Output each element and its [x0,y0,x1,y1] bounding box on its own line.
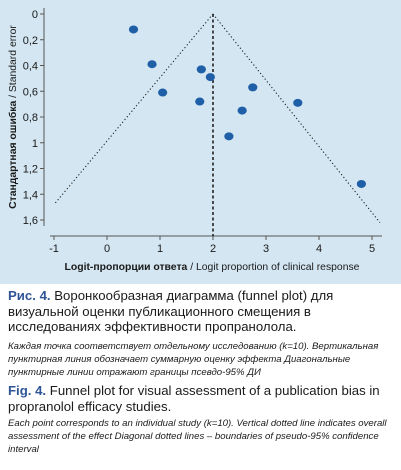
study-point [293,99,302,107]
y-tick-label: 0,2 [22,34,38,47]
study-point [206,73,215,81]
x-axis-label: Logit-пропорции ответа / Logit proportion of clinical response [64,262,360,273]
caption-ru-label: Рис. 4. [8,288,51,303]
x-tick-label: 1 [156,243,164,255]
caption-en-title-text: Funnel plot for visual assessment of a publication bias in propranolol efficacy studies. [8,383,380,414]
funnel-right-boundary [213,14,380,223]
funnel-left-boundary [54,14,213,205]
caption-block [0,284,401,470]
study-point [238,107,247,115]
y-tick-label: 1 [31,137,38,150]
x-tick-label: -1 [49,243,59,255]
x-tick-label: 0 [103,243,111,255]
study-point [129,25,138,33]
caption-ru-note: Каждая точка соответствует отдельному исследованию (k=10). Вертикальная пунктирная линия обозначает суммарную оценку эффекта Диагональные пунктирные линии отражают границы псевдо-95% ДИ [8,341,379,378]
y-axis-label: Стандартная ошибка / Standard error [8,25,19,209]
study-point [357,180,366,188]
study-point [195,98,204,106]
x-tick-label: 3 [262,243,270,255]
study-point [248,83,257,91]
y-tick-label: 0,6 [22,86,38,99]
x-tick-label: 5 [368,243,376,255]
caption-ru-title-text: Воронкообразная диаграмма (funnel plot) для визуальной оценки публикационного смещения в исследованиях эффективности пропранолола. [8,288,334,334]
study-point [197,65,206,73]
x-tick-label: 4 [315,243,323,255]
caption-ru-title [8,288,392,335]
y-tick-label: 1,2 [22,163,38,176]
y-tick-label: 0,8 [22,112,38,124]
y-tick-label: 0 [31,9,38,21]
y-tick-label: 1,6 [22,215,38,227]
caption-en-label: Fig. 4. [8,383,47,398]
x-tick-label: 2 [209,243,217,255]
y-tick-label: 0,4 [22,60,38,73]
y-tick-label: 1,4 [22,189,38,202]
caption-en-note: Each point corresponds to an individual study (k=10). Vertical dotted line indicates overall assessment of the effect Diagonal dotted lines – boundaries of pseudo-95% confidence interval [8,418,387,455]
study-point [158,89,167,97]
study-point [147,60,156,68]
study-point [224,132,233,140]
caption-en-title [8,383,392,414]
